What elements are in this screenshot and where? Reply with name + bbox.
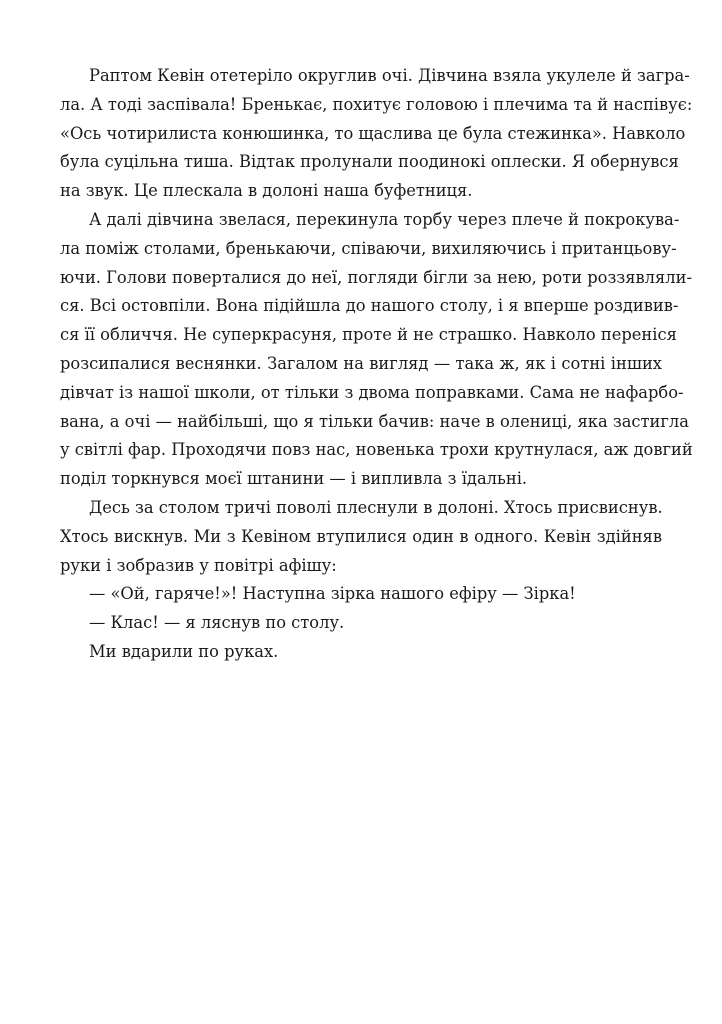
dialogue-line-1: — «Ой, гаряче!»! Наступна зірка нашого ефіру — Зірка! [89,584,576,604]
paragraph-2-line-4: ся. Всі остовпіли. Вона підійшла до нашого столу, і я вперше роздивив- [60,296,679,316]
closing-line: Ми вдарили по руках. [89,641,279,661]
paragraph-2-line-6: розсипалися веснянки. Загалом на вигляд — така ж, як і сотні інших [60,353,662,373]
paragraph-2-line-10: поділ торкнувся моєї штанини — і випливла з їдальні. [60,469,528,489]
paragraph-3-line-2: Хтось вискнув. Ми з Кевіном втупилися один в одного. Кевін здійняв [60,526,662,546]
paragraph-2-line-8: вана, а очі — найбільші, що я тільки бачив: наче в олениці, яка застигла [60,411,689,431]
paragraph-2-line-9: у світлі фар. Проходячи повз нас, новенька трохи крутнулася, аж довгий [60,440,693,460]
dialogue-line-2: — Клас! — я ляснув по столу. [89,613,345,633]
paragraph-2-line-2: ла поміж столами, бренькаючи, співаючи, вихиляючись і пританцьову- [60,238,677,258]
paragraph-1-line-5: на звук. Це плескала в долоні наша буфетниця. [60,181,473,201]
paragraph-2-line-5: ся її обличчя. Не суперкрасуня, проте й не страшко. Навколо переніся [60,325,677,345]
paragraph-1-line-1: Раптом Кевін отетеріло округлив очі. Дівчина взяла укулеле й загра- [89,66,690,85]
paragraph-3-line-1: Десь за столом тричі поволі плеснули в долоні. Хтось присвиснув. [89,497,663,517]
paragraph-2-line-7: дівчат із нашої школи, от тільки з двома поправками. Сама не нафарбо- [60,382,684,402]
paragraph-1-line-3: «Ось чотирилиста конюшинка, то щаслива це була стежинка». Навколо [60,123,686,143]
paragraph-1-line-4: була суцільна тиша. Відтак пролунали поодинокі оплески. Я обернувся [60,152,679,172]
body-text [60,62,693,667]
paragraph-2-line-1: А далі дівчина звелася, перекинула торбу через плече й покрокува- [89,209,680,229]
paragraph-1-line-2: ла. А тоді заспівала! Бренькає, похитує головою і плечима та й наспівує: [60,94,693,114]
paragraph-3-line-3: руки і зобразив у повітрі афішу: [60,555,337,575]
paragraph-2-line-3: ючи. Голови поверталися до неї, погляди бігли за нею, роти роззявляли- [60,267,692,287]
